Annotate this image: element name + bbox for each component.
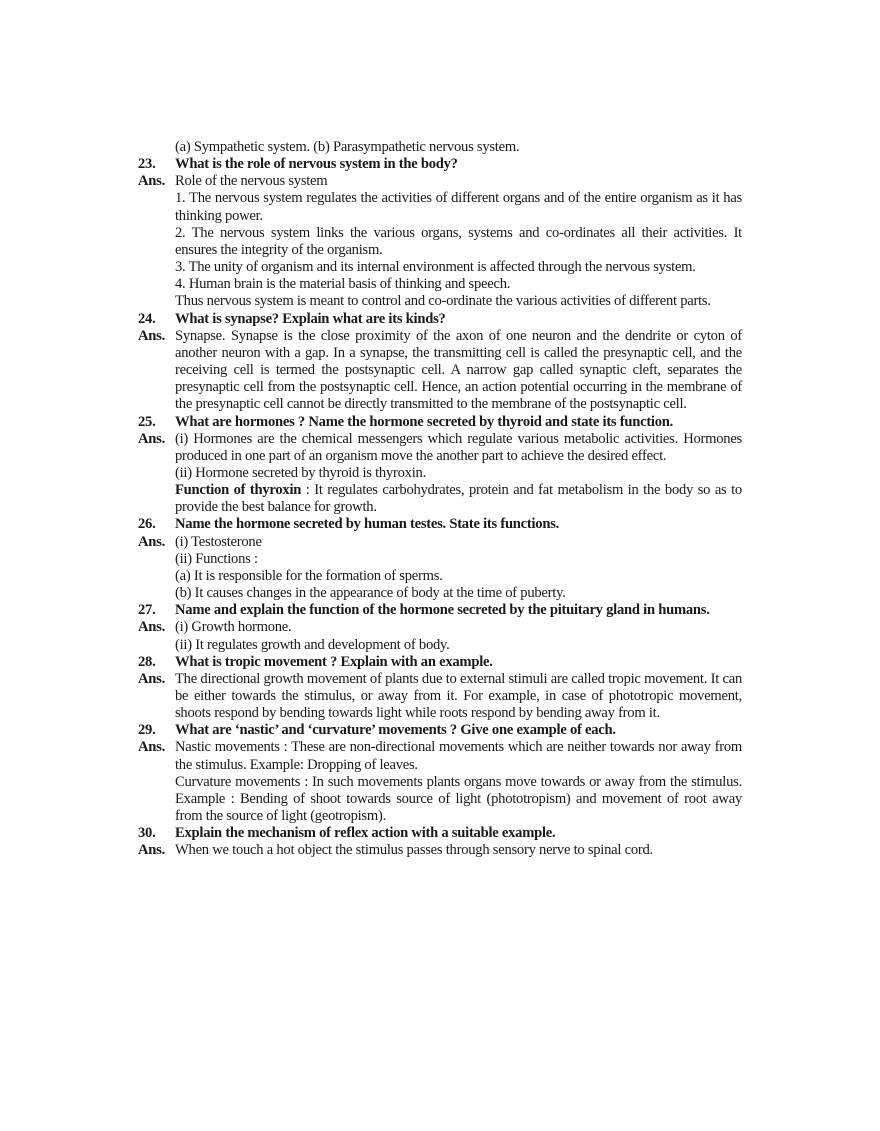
question-number: 25. [138,413,156,430]
answer-paragraph: Role of the nervous system [175,173,328,190]
answer [138,328,742,414]
answer-label: Ans. [138,533,165,550]
answer-label: Ans. [138,327,165,344]
question [138,516,742,533]
question-text: What is tropic movement ? Explain with an example. [175,653,493,670]
answer [138,534,742,603]
answer-label: Ans. [138,619,165,636]
question [138,414,742,431]
answer-paragraph: (a) It is responsible for the formation of sperms. [175,567,443,584]
answer-body [175,173,742,310]
qa-list [138,156,742,859]
question [138,311,742,328]
question-text: What are ‘nastic’ and ‘curvature’ movements ? Give one example of each. [175,722,616,739]
intro-line: (a) Sympathetic system. (b) Parasympathetic nervous system. [175,139,520,155]
answer-label: Ans. [138,739,165,756]
answer-label: Ans. [138,173,165,190]
answer-paragraph: (i) Growth hormone. [175,619,292,636]
question-text: Name and explain the function of the hormone secreted by the pituitary gland in humans. [175,602,710,619]
answer-body [175,431,742,517]
answer-paragraph: Nastic movements : These are non-directional movements which are neither towards nor away from the stimulus. Example: Dropping of leaves. [175,739,742,773]
question [138,156,742,173]
question-number: 26. [138,516,156,533]
answer-paragraph: Synapse. Synapse is the close proximity of the axon of one neuron and the dendrite or cyton of another neuron with a gap. In a synapse, the transmitting cell is called the presynaptic cell, and the receiving cell is termed the postsynaptic cell. A narrow gap called synaptic cleft, separates the presynaptic cell from the postsynaptic cell. Hence, an action potential occurring in the membrane of the presynaptic cell cannot be directly transmitted to the membrane of the postsynaptic cell. [175,327,742,413]
answer [138,739,742,825]
answer-label: Ans. [138,670,165,687]
question-number: 27. [138,602,156,619]
question-number: 24. [138,310,156,327]
answer [138,842,742,859]
question-text: What is the role of nervous system in the body? [175,156,458,173]
answer-paragraph: (ii) It regulates growth and development of body. [175,636,450,653]
answer-label: Ans. [138,430,165,447]
answer-body [175,671,742,722]
answer-body [175,739,742,825]
answer-body [175,534,742,603]
answer-paragraph: The directional growth movement of plants due to external stimuli are called tropic movement. It can be either towards the stimulus, or away from it. For example, in case of phototropic movement, shoots respond by bending towards light while roots respond by bending away from it. [175,670,742,722]
answer-label: Ans. [138,842,165,859]
question [138,722,742,739]
answer-paragraph: (ii) Functions : [175,550,258,567]
question-text: Name the hormone secreted by human testes. State its functions. [175,516,560,533]
question [138,825,742,842]
answer-paragraph: 4. Human brain is the material basis of thinking and speech. [175,276,511,293]
answer-paragraph: When we touch a hot object the stimulus passes through sensory nerve to spinal cord. [175,842,653,859]
answer-paragraph: 2. The nervous system links the various organs, systems and co-ordinates all their activities. It ensures the integrity of the organism. [175,224,742,258]
question-text: Explain the mechanism of reflex action with a suitable example. [175,825,556,842]
answer-paragraph: (ii) Hormone secreted by thyroid is thyroxin. [175,464,426,481]
bold-term: Function of thyroxin [175,482,302,499]
answer [138,619,742,653]
question [138,654,742,671]
answer-paragraph: 3. The unity of organism and its internal environment is affected through the nervous system. [175,259,696,276]
question [138,602,742,619]
answer-paragraph: (i) Hormones are the chemical messengers which regulate various metabolic activities. Hormones produced in one part of an organism move the another part to achieve the desired effect. [175,430,742,464]
question-number: 28. [138,653,156,670]
question-text: What are hormones ? Name the hormone secreted by thyroid and state its function. [175,413,674,430]
question-number: 30. [138,825,156,842]
answer-paragraph: Thus nervous system is meant to control and co-ordinate the various activities of different parts. [175,293,711,310]
answer-paragraph: 1. The nervous system regulates the activities of different organs and of the entire organism as it has thinking power. [175,190,742,224]
document-page [138,139,742,860]
answer-paragraph [175,482,742,516]
answer-body [175,328,742,414]
answer-paragraph: (b) It causes changes in the appearance of body at the time of puberty. [175,585,566,602]
paragraph-text: : It regulates carbohydrates, protein and fat metabolism in the body so as to provide the best balance for growth. [175,482,742,516]
answer [138,431,742,517]
question-text: What is synapse? Explain what are its kinds? [175,310,446,327]
question-number: 29. [138,722,156,739]
answer [138,671,742,722]
question-number: 23. [138,156,156,173]
answer-body [175,842,742,859]
answer-paragraph: Curvature movements : In such movements plants organs move towards or away from the stimulus. Example : Bending of shoot towards source of light (phototropism) and movement of root away from the source of light (geotropism). [175,773,742,825]
answer [138,173,742,310]
answer-paragraph: (i) Testosterone [175,533,262,550]
answer-body [175,619,742,653]
